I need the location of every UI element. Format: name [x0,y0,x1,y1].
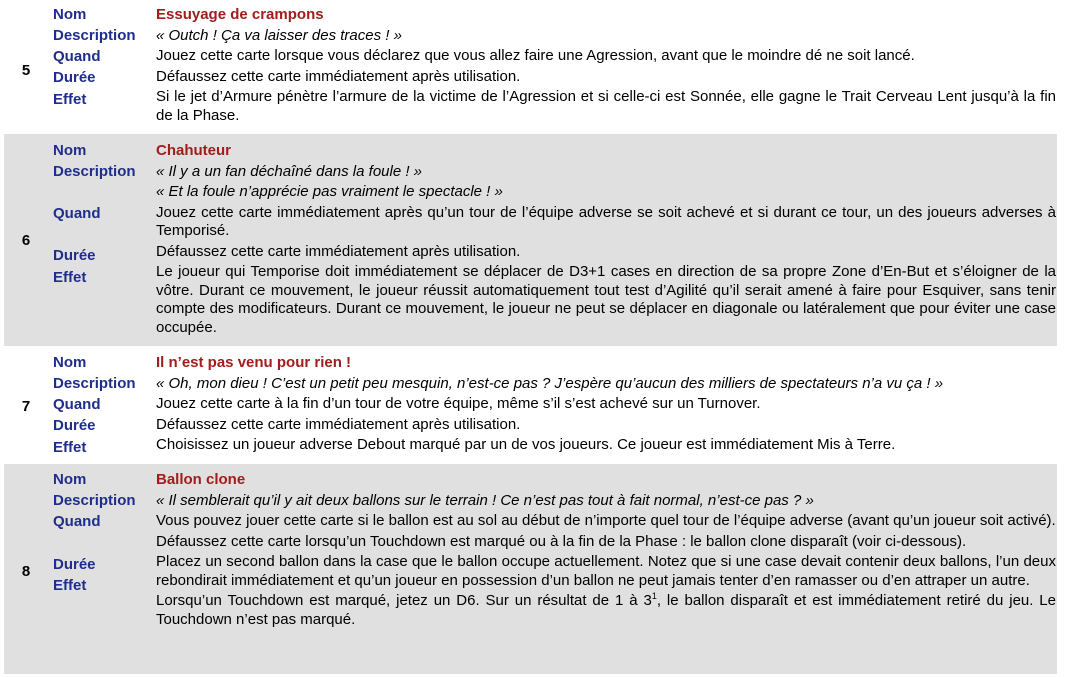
label-name: Nom [53,142,87,159]
label-duration: Durée [53,417,96,434]
card-number: 5 [21,62,31,79]
label-when: Quand [53,205,101,222]
card-duration: Défaussez cette carte lorsqu’un Touchdown est marqué ou à la fin de la Phase : le ballon clone disparaît (voir ci-dessous). [156,532,967,550]
card-description-2: « Et la foule n’apprécie pas vraiment le spectacle ! » [156,183,503,200]
label-when: Quand [53,48,101,65]
label-name: Nom [53,471,87,488]
label-when: Quand [53,513,101,530]
card-title: Chahuteur [156,142,231,159]
label-duration: Durée [53,556,96,573]
card-when: Jouez cette carte lorsque vous déclarez que vous allez faire une Agression, avant que le moindre dé ne soit lancé. [156,47,915,64]
label-name: Nom [53,6,87,23]
card-effect: Placez un second ballon dans la case que le ballon occupe actuellement. Notez que si une case devait contenir deux ballons, l’un deux rebondirait immédiatement et qu’un joueur en possession d’un ballon ne peut jamais tenter d’en ramasser ou d’en attraper un autre. [156,553,1056,589]
card-effect-2 [156,592,1056,629]
effect-text: Lorsqu’un Touchdown est marqué, jetez un D6. Sur un résultat de 1 à 3 [156,592,652,609]
card-title: Essuyage de crampons [156,6,324,23]
card-description: « Oh, mon dieu ! C’est un petit peu mesquin, n’est-ce pas ? J’espère qu’aucun des milliers de spectateurs n’a vu ça ! » [156,374,944,392]
card-title: Ballon clone [156,471,246,488]
card-duration: Défaussez cette carte immédiatement après utilisation. [156,415,521,433]
label-effect: Effet [53,439,87,456]
card-number: 7 [21,398,31,415]
label-description: Description [53,492,136,509]
card-number: 6 [21,232,31,249]
card-duration: Défaussez cette carte immédiatement après utilisation. [156,67,521,85]
effect-text-continued: , le ballon disparaît et est immédiatement retiré du jeu. Le Touchdown n’est pas marqué. [156,592,1056,628]
label-effect: Effet [53,269,87,286]
card-duration: Défaussez cette carte immédiatement après utilisation. [156,242,521,260]
card-title: Il n’est pas venu pour rien ! [156,354,352,371]
card-row-5 [4,4,1057,130]
label-name: Nom [53,354,87,371]
label-effect: Effet [53,91,87,108]
card-row-8 [4,464,1057,674]
card-description: « Il semblerait qu’il y ait deux ballons sur le terrain ! Ce n’est pas tout à fait normal, n’est-ce pas ? » [156,491,814,509]
label-description: Description [53,163,136,180]
label-when: Quand [53,396,101,413]
card-effect: Le joueur qui Temporise doit immédiatement se déplacer de D3+1 cases en direction de sa propre Zone d’En-But et s’éloigner de la vôtre. Durant ce mouvement, le joueur réussit automatiquement tout test d’Agilité qu’il serait amené à faire pour Esquiver, sans tenir compte des modificateurs. Durant ce mouvement, le joueur ne peut se déplacer en diagonale ou latéralement que pour éviter une case occupée. [156,263,1056,336]
card-when: Jouez cette carte à la fin d’un tour de votre équipe, même s’il s’est achevé sur un Turnover. [156,395,761,412]
card-when: Jouez cette carte immédiatement après qu’un tour de l’équipe adverse se soit achevé et si durant ce tour, un des joueurs adverses à Temporisé. [156,203,1056,239]
label-effect: Effet [53,577,87,594]
card-description: « Outch ! Ça va laisser des traces ! » [156,26,402,44]
label-description: Description [53,27,136,44]
card-description: « Il y a un fan déchaîné dans la foule ! » [156,162,423,180]
label-duration: Durée [53,69,96,86]
card-row-6 [4,134,1057,346]
card-row-7 [4,350,1057,460]
footnote-marker[interactable]: 1 [651,591,657,601]
card-when: Vous pouvez jouer cette carte si le ballon est au sol au début de n’importe quel tour de l’équipe adverse (avant qu’un joueur soit activé). [156,512,1056,529]
label-duration: Durée [53,247,96,264]
card-number: 8 [21,563,31,580]
card-effect: Choisissez un joueur adverse Debout marqué par un de vos joueurs. Ce joueur est immédiatement Mis à Terre. [156,436,896,453]
label-description: Description [53,375,136,392]
card-effect: Si le jet d’Armure pénètre l’armure de la victime de l’Agression et si celle-ci est Sonnée, elle gagne le Trait Cerveau Lent jusqu’à la fin de la Phase. [156,88,1056,124]
